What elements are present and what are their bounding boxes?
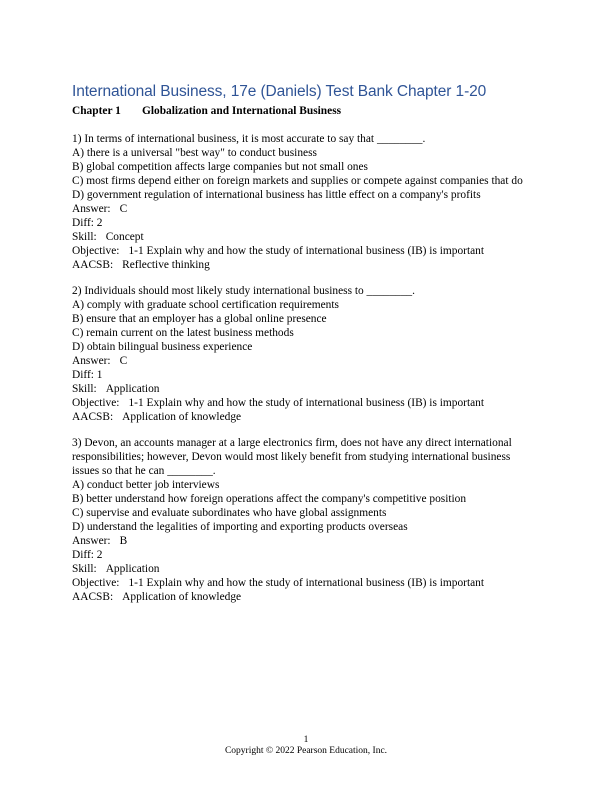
skill-label: Skill:	[72, 563, 97, 575]
page-number: 1	[303, 735, 309, 745]
aacsb-value: Application of knowledge	[122, 411, 242, 423]
skill-value: Concept	[105, 231, 144, 243]
skill-label: Skill:	[72, 231, 97, 243]
question-3-objective	[72, 577, 484, 589]
question-3-option-c: C) supervise and evaluate subordinates who have global assignments	[72, 507, 387, 519]
question-2-skill	[72, 383, 159, 395]
question-1-skill	[72, 231, 144, 243]
question-2-option-d: D) obtain bilingual business experience	[72, 341, 253, 353]
copyright-notice: Copyright © 2022 Pearson Education, Inc.	[224, 746, 388, 756]
question-2-answer	[72, 355, 127, 367]
answer-value: B	[119, 535, 128, 547]
question-2-aacsb	[72, 411, 241, 423]
question-1-aacsb	[72, 259, 210, 271]
objective-value: 1-1 Explain why and how the study of international business (IB) is important	[128, 577, 485, 589]
question-3-stem-line-1: 3) Devon, an accounts manager at a large electronics firm, does not have any direct international	[72, 437, 512, 449]
answer-label: Answer:	[72, 535, 111, 547]
question-1-answer	[72, 203, 127, 215]
question-1-stem: 1) In terms of international business, it is most accurate to say that ________.	[72, 133, 426, 145]
question-3-option-a: A) conduct better job interviews	[72, 479, 220, 491]
question-1-option-d: D) government regulation of international business has little effect on a company's profits	[72, 189, 481, 201]
question-1-option-b: B) global competition affects large companies but not small ones	[72, 161, 368, 173]
answer-label: Answer:	[72, 203, 111, 215]
chapter-title: Globalization and International Business	[142, 105, 342, 117]
objective-value: 1-1 Explain why and how the study of international business (IB) is important	[128, 245, 485, 257]
answer-value: C	[119, 355, 128, 367]
aacsb-label: AACSB:	[72, 411, 114, 423]
skill-label: Skill:	[72, 383, 97, 395]
question-3-option-d: D) understand the legalities of importing and exporting products overseas	[72, 521, 408, 533]
question-2-objective	[72, 397, 484, 409]
aacsb-value: Application of knowledge	[122, 591, 242, 603]
skill-value: Application	[105, 383, 160, 395]
question-3-diff: Diff: 2	[72, 549, 103, 561]
skill-value: Application	[105, 563, 160, 575]
question-2-option-b: B) ensure that an employer has a global online presence	[72, 313, 327, 325]
question-3-aacsb	[72, 591, 241, 603]
answer-value: C	[119, 203, 128, 215]
document-title: International Business, 17e (Daniels) Test Bank Chapter 1-20	[72, 83, 487, 100]
question-3-stem-line-2: responsibilities; however, Devon would most likely benefit from studying international business	[72, 451, 511, 463]
objective-label: Objective:	[72, 245, 120, 257]
question-1-diff: Diff: 2	[72, 217, 103, 229]
question-1-option-c: C) most firms depend either on foreign markets and supplies or compete against companies that do	[72, 175, 523, 187]
question-3-option-b: B) better understand how foreign operations affect the company's competitive position	[72, 493, 467, 505]
objective-value: 1-1 Explain why and how the study of international business (IB) is important	[128, 397, 485, 409]
chapter-heading	[72, 105, 341, 117]
aacsb-value: Reflective thinking	[122, 259, 210, 271]
question-3-answer	[72, 535, 127, 547]
answer-label: Answer:	[72, 355, 111, 367]
question-3-stem-line-3: issues so that he can ________.	[72, 465, 216, 477]
chapter-number: Chapter 1	[72, 105, 121, 117]
question-3-skill	[72, 563, 159, 575]
objective-label: Objective:	[72, 577, 120, 589]
question-2-option-c: C) remain current on the latest business methods	[72, 327, 294, 339]
question-2-diff: Diff: 1	[72, 369, 103, 381]
objective-label: Objective:	[72, 397, 120, 409]
aacsb-label: AACSB:	[72, 259, 114, 271]
question-1-option-a: A) there is a universal "best way" to conduct business	[72, 147, 317, 159]
question-2-option-a: A) comply with graduate school certification requirements	[72, 299, 339, 311]
aacsb-label: AACSB:	[72, 591, 114, 603]
question-1-objective	[72, 245, 484, 257]
question-2-stem: 2) Individuals should most likely study international business to ________.	[72, 285, 415, 297]
